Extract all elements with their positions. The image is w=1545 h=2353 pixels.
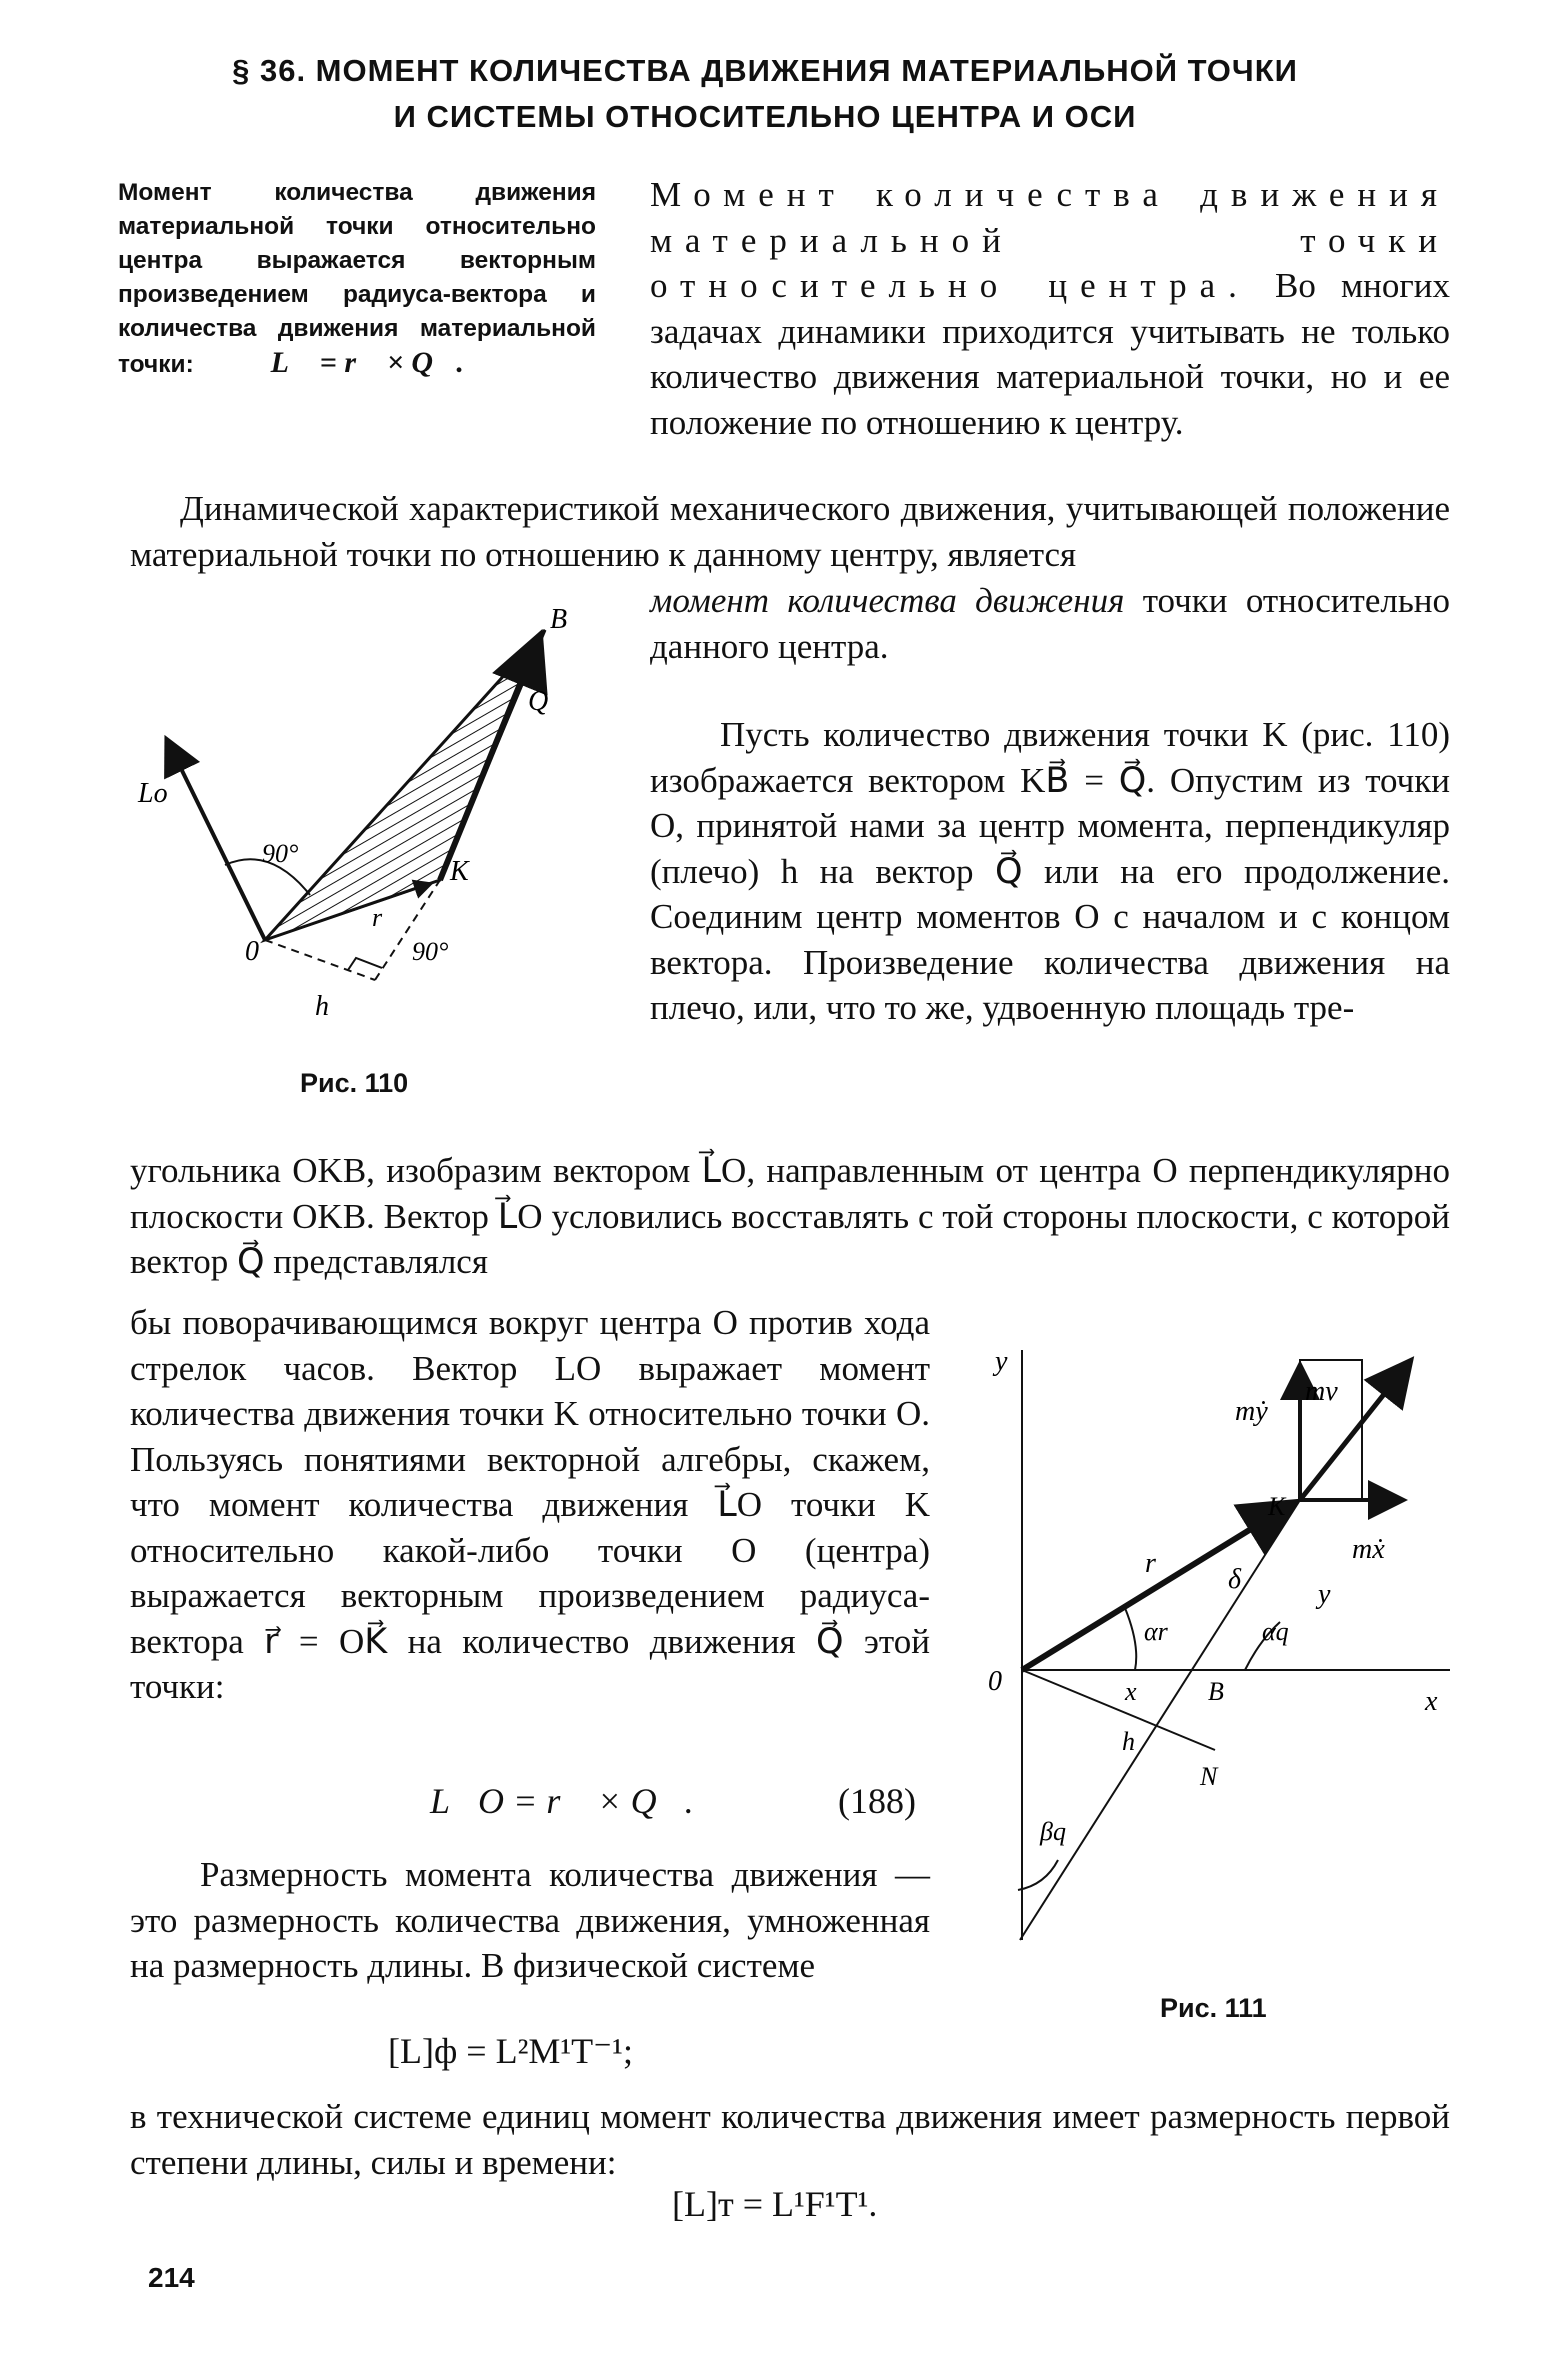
section-heading [150, 48, 1380, 140]
label-x-axis: x [1425, 1686, 1438, 1717]
paragraph-2 [130, 486, 1450, 578]
sidebar-text: Момент количества движения материальной точки относительно центра выражается векторным произведением радиуса-вектора и количества движения материальной точки: [118, 179, 596, 378]
paragraph-1 [650, 172, 1450, 445]
paragraph-2-end [650, 578, 1450, 669]
q-line-extension [1020, 1500, 1300, 1940]
paragraph-6 [130, 2094, 1450, 2185]
sidebar-summary [118, 176, 596, 382]
paragraph-3-text: Пусть количество движения точки K (рис. 110) изображается вектором KB⃗ = Q⃗. Опустим из точки O, принятой нами за центр момента, перпендикуляр (плечо) h на вектор Q⃗ или на его продолжение. Соединим центр моментов O с началом и с концом вектора. Произведение количества движения на плечо, или, что то же, удвоенную площадь тре- [650, 715, 1450, 1027]
dimension-technical: [L]т = L¹F¹T¹. [672, 2184, 878, 2224]
label-o: 0 [988, 1666, 1002, 1697]
label-mx: mẋ [1352, 1534, 1385, 1565]
paragraph-3-cont-text: угольника OKB, изобразим вектором L⃗O, направленным от центра O перпендикулярно плоскости OKB. Вектор L⃗O условились восставлять с той стороны плоскости, с которой вектор Q⃗ представлялся [130, 1151, 1450, 1281]
label-b: B [550, 604, 568, 635]
label-r: r [372, 903, 383, 932]
arm-h [1022, 1670, 1215, 1750]
paragraph-4-text: бы поворачивающимся вокруг центра O против хода стрелок часов. Вектор LO выражает момент количества движения точки K относительно точки O. Пользуясь понятиями векторной алгебры, скажем, что момент количества движения L⃗O точки K относительно какой-либо точки O (центра) выражается векторным произведением радиуса-вектора r⃗ = OK⃗ на количество движения Q⃗ этой точки: [130, 1303, 930, 1706]
dimension-physical: [L]ф = L²M¹T⁻¹; [388, 2031, 633, 2071]
figure-110-caption: Рис. 110 [300, 1068, 409, 1098]
label-alpha-q: αq [1262, 1617, 1289, 1646]
paragraph-5-text: Размерность момента количества движения — это размерность количества движения, умноженная на размерность длины. В физической системе [130, 1855, 930, 1985]
label-o: 0 [245, 936, 259, 967]
paragraph-2-b: точки относительно данного центра. [650, 581, 1451, 666]
label-my: mẏ [1235, 1396, 1268, 1427]
paragraph-4 [130, 1300, 930, 1710]
label-h: h [315, 991, 329, 1022]
figure-111-caption: Рис. 111 [1160, 1993, 1267, 2023]
label-alpha-r: αr [1144, 1617, 1168, 1646]
label-lo: Lo [138, 778, 168, 809]
right-angle-mark [348, 958, 382, 970]
label-y-axis: y [995, 1346, 1008, 1377]
formula-188-number: (188) [838, 1781, 916, 1821]
label-angle-90-lower: 90° [412, 937, 449, 966]
vector-lo [168, 742, 265, 940]
paragraph-1-rest: Во многих задачах динамики приходится учитывать не только количество движения материальной точки, но и ее положение по отношению к центру. [650, 266, 1451, 442]
formula-188: L⃗O = r⃗ × Q⃗. [430, 1781, 694, 1821]
label-x: x [1125, 1677, 1137, 1706]
label-angle-90-upper: 90° [262, 839, 299, 868]
paragraph-1-lead: Момент количества движения материальной точки относительно центра. [650, 175, 1450, 305]
paragraph-2-emphasis: момент количества движения [650, 581, 1125, 620]
label-delta: δ [1228, 1564, 1242, 1595]
angle-beta-q-arc [1018, 1860, 1058, 1890]
label-k: K [1268, 1492, 1286, 1521]
label-beta-q: βq [1040, 1817, 1066, 1846]
heading-line1: § 36. МОМЕНТ КОЛИЧЕСТВА ДВИЖЕНИЯ МАТЕРИАЛЬНОЙ ТОЧКИ [232, 53, 1298, 88]
page-number: 214 [148, 2262, 195, 2293]
label-q: Q [528, 686, 549, 717]
paragraph-6-text: в технической системе единиц момент количества движения имеет размерность первой степени длины, силы и времени: [130, 2097, 1450, 2182]
paragraph-3 [650, 712, 1450, 1031]
label-b: B [1208, 1677, 1224, 1706]
label-k: K [450, 856, 469, 887]
figure-110 [120, 590, 620, 1030]
paragraph-2-a: Динамической характеристикой механического движения, учитывающей положение материальной точки по отношению к данному центру, является [130, 489, 1450, 574]
label-mv: mv [1305, 1376, 1338, 1407]
paragraph-3-continued [130, 1148, 1450, 1285]
paragraph-5 [130, 1852, 930, 1989]
label-h: h [1122, 1727, 1135, 1756]
angle-alpha-r-arc [1125, 1608, 1136, 1670]
label-n: N [1200, 1762, 1218, 1791]
label-y: y [1318, 1579, 1331, 1610]
label-r: r [1145, 1548, 1156, 1579]
figure-111 [960, 1340, 1480, 1980]
heading-line2: И СИСТЕМЫ ОТНОСИТЕЛЬНО ЦЕНТРА И ОСИ [393, 99, 1137, 134]
sidebar-formula: L⃗ = r⃗ × Q⃗. [270, 346, 464, 379]
